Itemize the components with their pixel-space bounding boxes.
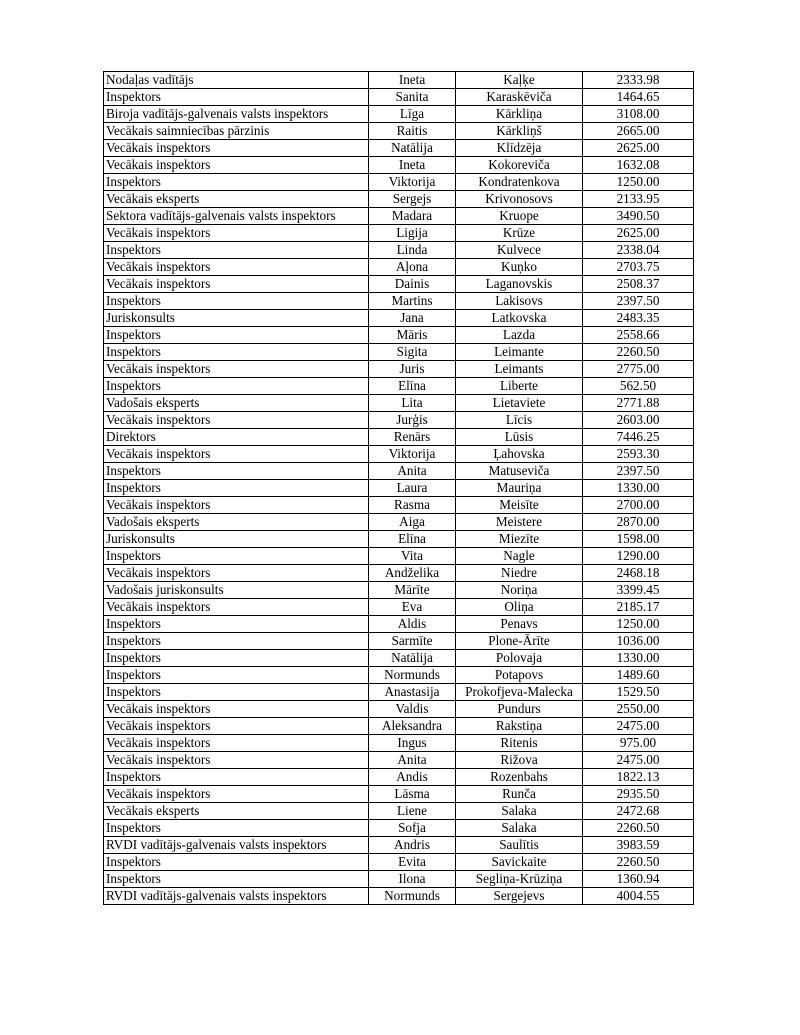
table-row: [104, 718, 694, 735]
salary-cell: 3490.50: [583, 208, 694, 225]
first-name-cell: Aldis: [369, 616, 456, 633]
last-name-cell: Rozenbahs: [456, 769, 583, 786]
salary-cell: 1464.65: [583, 89, 694, 106]
first-name-cell: Linda: [369, 242, 456, 259]
position-cell: Inspektors: [104, 667, 369, 684]
first-name-cell: Ineta: [369, 72, 456, 89]
position-cell: Vadošais eksperts: [104, 514, 369, 531]
position-cell: RVDI vadītājs-galvenais valsts inspektors: [104, 837, 369, 854]
table-row: [104, 871, 694, 888]
position-cell: Inspektors: [104, 293, 369, 310]
position-cell: Inspektors: [104, 344, 369, 361]
table-row: [104, 429, 694, 446]
salary-cell: 1632.08: [583, 157, 694, 174]
position-cell: Vecākais inspektors: [104, 140, 369, 157]
first-name-cell: Sarmīte: [369, 633, 456, 650]
table-row: [104, 701, 694, 718]
last-name-cell: Kondratenkova: [456, 174, 583, 191]
last-name-cell: Kārkliņa: [456, 106, 583, 123]
salary-cell: 2550.00: [583, 701, 694, 718]
salary-cell: 3983.59: [583, 837, 694, 854]
salary-cell: 3399.45: [583, 582, 694, 599]
last-name-cell: Nagle: [456, 548, 583, 565]
position-cell: Inspektors: [104, 480, 369, 497]
position-cell: Vecākais inspektors: [104, 718, 369, 735]
position-cell: Vecākais inspektors: [104, 276, 369, 293]
table-row: [104, 344, 694, 361]
position-cell: Vecākais inspektors: [104, 752, 369, 769]
position-cell: Vecākais inspektors: [104, 225, 369, 242]
salary-cell: 2703.75: [583, 259, 694, 276]
first-name-cell: Viktorija: [369, 446, 456, 463]
position-cell: Inspektors: [104, 769, 369, 786]
first-name-cell: Andris: [369, 837, 456, 854]
position-cell: Inspektors: [104, 854, 369, 871]
first-name-cell: Natālija: [369, 650, 456, 667]
table-row: [104, 497, 694, 514]
last-name-cell: Kuņko: [456, 259, 583, 276]
table-row: [104, 89, 694, 106]
position-cell: Inspektors: [104, 174, 369, 191]
position-cell: Inspektors: [104, 89, 369, 106]
first-name-cell: Ilona: [369, 871, 456, 888]
table-row: [104, 106, 694, 123]
first-name-cell: Līga: [369, 106, 456, 123]
position-cell: Vecākais inspektors: [104, 446, 369, 463]
first-name-cell: Aļona: [369, 259, 456, 276]
table-row: [104, 735, 694, 752]
position-cell: Inspektors: [104, 378, 369, 395]
last-name-cell: Matuseviča: [456, 463, 583, 480]
position-cell: Inspektors: [104, 633, 369, 650]
table-row: [104, 361, 694, 378]
salary-cell: 2771.88: [583, 395, 694, 412]
salary-cell: 2260.50: [583, 820, 694, 837]
first-name-cell: Raitis: [369, 123, 456, 140]
position-cell: Inspektors: [104, 650, 369, 667]
first-name-cell: Eva: [369, 599, 456, 616]
last-name-cell: Savickaite: [456, 854, 583, 871]
salary-cell: 975.00: [583, 735, 694, 752]
first-name-cell: Juris: [369, 361, 456, 378]
last-name-cell: Salaka: [456, 803, 583, 820]
salary-cell: 2870.00: [583, 514, 694, 531]
salary-cell: 2260.50: [583, 854, 694, 871]
salary-cell: 1330.00: [583, 480, 694, 497]
salary-cell: 1250.00: [583, 616, 694, 633]
last-name-cell: Salaka: [456, 820, 583, 837]
table-row: [104, 446, 694, 463]
last-name-cell: Karaskēviča: [456, 89, 583, 106]
salary-cell: 4004.55: [583, 888, 694, 905]
position-cell: Vecākais eksperts: [104, 191, 369, 208]
first-name-cell: Andis: [369, 769, 456, 786]
first-name-cell: Evita: [369, 854, 456, 871]
last-name-cell: Mauriņa: [456, 480, 583, 497]
last-name-cell: Kokoreviča: [456, 157, 583, 174]
salary-cell: 2625.00: [583, 140, 694, 157]
last-name-cell: Runča: [456, 786, 583, 803]
position-cell: Inspektors: [104, 242, 369, 259]
position-cell: Juriskonsults: [104, 531, 369, 548]
first-name-cell: Rasma: [369, 497, 456, 514]
last-name-cell: Prokofjeva-Malecka: [456, 684, 583, 701]
table-row: [104, 259, 694, 276]
last-name-cell: Oliņa: [456, 599, 583, 616]
position-cell: RVDI vadītājs-galvenais valsts inspektors: [104, 888, 369, 905]
table-row: [104, 582, 694, 599]
last-name-cell: Ritenis: [456, 735, 583, 752]
table-row: [104, 769, 694, 786]
table-row: [104, 752, 694, 769]
salary-cell: 2475.00: [583, 718, 694, 735]
salary-cell: 2333.98: [583, 72, 694, 89]
last-name-cell: Līcis: [456, 412, 583, 429]
first-name-cell: Ingus: [369, 735, 456, 752]
first-name-cell: Elīna: [369, 531, 456, 548]
table-row: [104, 820, 694, 837]
position-cell: Vecākais inspektors: [104, 259, 369, 276]
last-name-cell: Polovaja: [456, 650, 583, 667]
last-name-cell: Rižova: [456, 752, 583, 769]
table-row: [104, 395, 694, 412]
last-name-cell: Potapovs: [456, 667, 583, 684]
first-name-cell: Māris: [369, 327, 456, 344]
last-name-cell: Ļahovska: [456, 446, 583, 463]
last-name-cell: Krūze: [456, 225, 583, 242]
table-row: [104, 599, 694, 616]
first-name-cell: Jurģis: [369, 412, 456, 429]
first-name-cell: Natālija: [369, 140, 456, 157]
salary-cell: 2475.00: [583, 752, 694, 769]
first-name-cell: Aiga: [369, 514, 456, 531]
position-cell: Vecākais inspektors: [104, 157, 369, 174]
position-cell: Vecākais inspektors: [104, 565, 369, 582]
first-name-cell: Dainis: [369, 276, 456, 293]
salary-cell: 2775.00: [583, 361, 694, 378]
table-row: [104, 412, 694, 429]
first-name-cell: Mārīte: [369, 582, 456, 599]
salary-cell: 2472.68: [583, 803, 694, 820]
salary-cell: 2508.37: [583, 276, 694, 293]
salary-cell: 2468.18: [583, 565, 694, 582]
position-cell: Inspektors: [104, 684, 369, 701]
first-name-cell: Normunds: [369, 888, 456, 905]
first-name-cell: Sergejs: [369, 191, 456, 208]
table-row: [104, 667, 694, 684]
first-name-cell: Anita: [369, 752, 456, 769]
first-name-cell: Lāsma: [369, 786, 456, 803]
table-row: [104, 837, 694, 854]
last-name-cell: Segliņa-Krūziņa: [456, 871, 583, 888]
first-name-cell: Martins: [369, 293, 456, 310]
salary-cell: 2935.50: [583, 786, 694, 803]
position-cell: Vecākais inspektors: [104, 412, 369, 429]
table-row: [104, 157, 694, 174]
salary-cell: 2397.50: [583, 293, 694, 310]
table-row: [104, 174, 694, 191]
salary-cell: 1598.00: [583, 531, 694, 548]
position-cell: Vadošais juriskonsults: [104, 582, 369, 599]
first-name-cell: Normunds: [369, 667, 456, 684]
table-row: [104, 276, 694, 293]
table-row: [104, 310, 694, 327]
salary-cell: 1529.50: [583, 684, 694, 701]
position-cell: Inspektors: [104, 871, 369, 888]
table-row: [104, 242, 694, 259]
table-row: [104, 803, 694, 820]
table-row: [104, 480, 694, 497]
last-name-cell: Liberte: [456, 378, 583, 395]
last-name-cell: Klīdzēja: [456, 140, 583, 157]
table-row: [104, 293, 694, 310]
salary-cell: 2338.04: [583, 242, 694, 259]
salary-cell: 1822.13: [583, 769, 694, 786]
last-name-cell: Meistere: [456, 514, 583, 531]
last-name-cell: Kruope: [456, 208, 583, 225]
position-cell: Inspektors: [104, 463, 369, 480]
last-name-cell: Saulītis: [456, 837, 583, 854]
first-name-cell: Elīna: [369, 378, 456, 395]
table-row: [104, 378, 694, 395]
position-cell: Vecākais saimniecības pārzinis: [104, 123, 369, 140]
salary-cell: 2700.00: [583, 497, 694, 514]
table-row: [104, 786, 694, 803]
table-row: [104, 123, 694, 140]
first-name-cell: Anita: [369, 463, 456, 480]
first-name-cell: Lita: [369, 395, 456, 412]
salary-cell: 1489.60: [583, 667, 694, 684]
salary-cell: 2593.30: [583, 446, 694, 463]
salary-cell: 2185.17: [583, 599, 694, 616]
position-cell: Vecākais inspektors: [104, 497, 369, 514]
salary-cell: 2603.00: [583, 412, 694, 429]
position-cell: Juriskonsults: [104, 310, 369, 327]
last-name-cell: Niedre: [456, 565, 583, 582]
position-cell: Direktors: [104, 429, 369, 446]
last-name-cell: Plone-Ārīte: [456, 633, 583, 650]
last-name-cell: Penavs: [456, 616, 583, 633]
last-name-cell: Lakisovs: [456, 293, 583, 310]
last-name-cell: Krivonosovs: [456, 191, 583, 208]
position-cell: Inspektors: [104, 616, 369, 633]
table-row: [104, 140, 694, 157]
position-cell: Vecākais inspektors: [104, 701, 369, 718]
first-name-cell: Valdis: [369, 701, 456, 718]
table-row: [104, 684, 694, 701]
first-name-cell: Jana: [369, 310, 456, 327]
last-name-cell: Latkovska: [456, 310, 583, 327]
table-row: [104, 463, 694, 480]
first-name-cell: Sanita: [369, 89, 456, 106]
table-row: [104, 208, 694, 225]
position-cell: Biroja vadītājs-galvenais valsts inspektors: [104, 106, 369, 123]
position-cell: Inspektors: [104, 820, 369, 837]
table-row: [104, 191, 694, 208]
position-cell: Vecākais inspektors: [104, 361, 369, 378]
first-name-cell: Anastasija: [369, 684, 456, 701]
last-name-cell: Rakstiņa: [456, 718, 583, 735]
table-row: [104, 72, 694, 89]
last-name-cell: Leimants: [456, 361, 583, 378]
first-name-cell: Sofja: [369, 820, 456, 837]
table-row: [104, 633, 694, 650]
last-name-cell: Lūsis: [456, 429, 583, 446]
first-name-cell: Vita: [369, 548, 456, 565]
first-name-cell: Madara: [369, 208, 456, 225]
first-name-cell: Andželika: [369, 565, 456, 582]
last-name-cell: Sergejevs: [456, 888, 583, 905]
position-cell: Vadošais eksperts: [104, 395, 369, 412]
last-name-cell: Pundurs: [456, 701, 583, 718]
first-name-cell: Renārs: [369, 429, 456, 446]
first-name-cell: Viktorija: [369, 174, 456, 191]
table-row: [104, 531, 694, 548]
position-cell: Inspektors: [104, 327, 369, 344]
salary-cell: 1290.00: [583, 548, 694, 565]
position-cell: Sektora vadītājs-galvenais valsts inspektors: [104, 208, 369, 225]
table-row: [104, 616, 694, 633]
last-name-cell: Noriņa: [456, 582, 583, 599]
salary-cell: 1036.00: [583, 633, 694, 650]
salary-cell: 2665.00: [583, 123, 694, 140]
last-name-cell: Kulvece: [456, 242, 583, 259]
table-row: [104, 514, 694, 531]
table-row: [104, 565, 694, 582]
last-name-cell: Kaļķe: [456, 72, 583, 89]
table-row: [104, 888, 694, 905]
position-cell: Nodaļas vadītājs: [104, 72, 369, 89]
salary-cell: 2397.50: [583, 463, 694, 480]
first-name-cell: Liene: [369, 803, 456, 820]
position-cell: Inspektors: [104, 548, 369, 565]
position-cell: Vecākais eksperts: [104, 803, 369, 820]
salary-cell: 2558.66: [583, 327, 694, 344]
last-name-cell: Lazda: [456, 327, 583, 344]
document-page: [103, 71, 694, 905]
first-name-cell: Aleksandra: [369, 718, 456, 735]
first-name-cell: Ligija: [369, 225, 456, 242]
table-row: [104, 225, 694, 242]
first-name-cell: Sigita: [369, 344, 456, 361]
last-name-cell: Lietaviete: [456, 395, 583, 412]
salary-cell: 3108.00: [583, 106, 694, 123]
salary-cell: 562.50: [583, 378, 694, 395]
last-name-cell: Laganovskis: [456, 276, 583, 293]
salary-cell: 2625.00: [583, 225, 694, 242]
position-cell: Vecākais inspektors: [104, 735, 369, 752]
first-name-cell: Ineta: [369, 157, 456, 174]
table-body: [104, 72, 694, 905]
table-row: [104, 650, 694, 667]
table-row: [104, 854, 694, 871]
salary-cell: 2483.35: [583, 310, 694, 327]
salary-cell: 7446.25: [583, 429, 694, 446]
last-name-cell: Meisīte: [456, 497, 583, 514]
salary-cell: 1250.00: [583, 174, 694, 191]
last-name-cell: Leimante: [456, 344, 583, 361]
position-cell: Vecākais inspektors: [104, 786, 369, 803]
salary-cell: 1360.94: [583, 871, 694, 888]
table-row: [104, 548, 694, 565]
first-name-cell: Laura: [369, 480, 456, 497]
last-name-cell: Miezīte: [456, 531, 583, 548]
salary-cell: 2133.95: [583, 191, 694, 208]
employee-salary-table: [103, 71, 694, 905]
position-cell: Vecākais inspektors: [104, 599, 369, 616]
last-name-cell: Kārkliņš: [456, 123, 583, 140]
table-row: [104, 327, 694, 344]
salary-cell: 1330.00: [583, 650, 694, 667]
salary-cell: 2260.50: [583, 344, 694, 361]
